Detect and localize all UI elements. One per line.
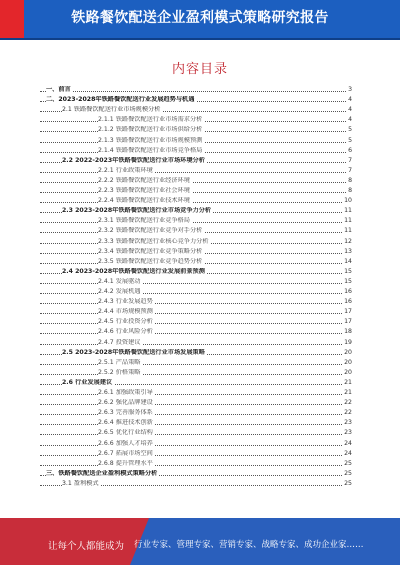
toc-entry-page: 7 bbox=[348, 166, 352, 174]
toc-leader-dots bbox=[40, 374, 352, 375]
toc-entry-page: 21 bbox=[344, 378, 352, 386]
toc-leader-dots bbox=[40, 445, 352, 446]
toc-leader-dots bbox=[40, 182, 352, 183]
header-divider bbox=[0, 38, 400, 40]
toc-entry-label: 2.2 2022-2023年铁路餐饮配送行业市场环境分析 bbox=[62, 156, 205, 164]
toc-entry-label: 2.4.7 投资建议 bbox=[98, 338, 141, 346]
toc-leader-dots bbox=[40, 91, 352, 92]
toc-entry-label: 2.6.2 强化品牌建设 bbox=[98, 399, 153, 407]
toc-entry-page: 25 bbox=[344, 459, 352, 467]
toc-entry[interactable] bbox=[40, 147, 352, 155]
toc-entry-page: 7 bbox=[348, 156, 352, 164]
toc-entry-page: 5 bbox=[348, 126, 352, 134]
toc-leader-dots bbox=[40, 313, 352, 314]
toc-entry-label: 一、前言 bbox=[46, 86, 71, 93]
toc-entry[interactable] bbox=[40, 177, 352, 185]
toc-entry-label: 2.4.3 行业发展趋势 bbox=[98, 298, 153, 306]
toc-entry-page: 24 bbox=[344, 439, 352, 447]
toc-entry-label: 2.4 2023-2028年铁路餐饮配送行业发展前景预测 bbox=[62, 267, 205, 275]
toc-entry-page: 6 bbox=[348, 146, 352, 154]
toc-leader-dots bbox=[40, 394, 352, 395]
toc-entry-label: 二、2023-2028年铁路餐饮配送行业发展趋势与机遇 bbox=[46, 96, 195, 104]
toc-entry-label: 2.3.2 铁路餐饮配送行业竞争对手分析 bbox=[98, 227, 203, 235]
toc-entry-page: 16 bbox=[344, 288, 352, 295]
toc-entry[interactable] bbox=[40, 318, 352, 326]
toc-leader-dots bbox=[40, 192, 352, 193]
toc-entry-page: 8 bbox=[348, 176, 352, 184]
toc-entry[interactable] bbox=[40, 480, 352, 488]
toc-entry-page: 4 bbox=[348, 116, 352, 124]
toc-entry[interactable] bbox=[40, 349, 352, 357]
toc-leader-dots bbox=[40, 333, 352, 334]
toc-entry[interactable] bbox=[40, 460, 352, 468]
toc-entry[interactable] bbox=[40, 187, 352, 195]
toc-entry[interactable] bbox=[40, 399, 352, 407]
toc-entry-page: 17 bbox=[344, 318, 352, 326]
toc-leader-dots bbox=[40, 424, 352, 425]
toc-entry-page: 24 bbox=[344, 449, 352, 457]
toc-entry-page: 21 bbox=[344, 389, 352, 396]
toc-entry-page: 25 bbox=[344, 469, 352, 477]
toc-entry-label: 2.2.3 铁路餐饮配送行业社会环境 bbox=[98, 187, 190, 194]
toc-entry[interactable] bbox=[40, 359, 352, 367]
toc-entry-page: 22 bbox=[344, 399, 352, 407]
toc-entry-label: 2.3.1 铁路餐饮配送行业竞争格局 bbox=[98, 217, 190, 225]
toc-entry-page: 14 bbox=[344, 257, 352, 265]
toc-entry-label: 2.6 行业发展建议 bbox=[62, 378, 113, 386]
toc-entry-page: 18 bbox=[344, 328, 352, 336]
toc-entry-label: 2.1.4 铁路餐饮配送行业市场竞争格局 bbox=[98, 146, 203, 154]
toc-leader-dots bbox=[40, 434, 352, 435]
report-title: 铁路餐饮配送企业盈利模式策略研究报告 bbox=[71, 10, 329, 26]
toc-entry-page: 4 bbox=[348, 106, 352, 114]
toc-entry-page: 17 bbox=[344, 308, 352, 316]
toc-leader-dots bbox=[40, 283, 352, 284]
toc-entry-label: 2.4.1 发展驱动 bbox=[98, 277, 141, 285]
toc-entry-label: 2.6.4 推进技术创新 bbox=[98, 419, 153, 427]
toc-entry-page: 4 bbox=[348, 96, 352, 104]
toc-entry[interactable] bbox=[40, 369, 352, 377]
toc-entry-label: 2.6.1 加强政策引导 bbox=[98, 389, 153, 396]
toc-entry[interactable] bbox=[40, 227, 352, 235]
toc-entry[interactable] bbox=[40, 217, 352, 225]
toc-entry-page: 12 bbox=[344, 237, 352, 245]
toc-entry-page: 11 bbox=[344, 227, 352, 235]
toc-entry[interactable] bbox=[40, 470, 352, 478]
toc-entry-page: 13 bbox=[344, 247, 352, 255]
table-of-contents bbox=[40, 86, 352, 496]
toc-entry-page: 25 bbox=[344, 479, 352, 487]
toc-entry-page: 23 bbox=[344, 419, 352, 427]
footer-slogan-left: 让每个人都能成为 bbox=[48, 541, 125, 552]
toc-entry-label: 2.6.3 完善服务体系 bbox=[98, 409, 153, 417]
toc-entry[interactable] bbox=[40, 389, 352, 397]
toc-entry-label: 2.2.1 行业政策环境 bbox=[98, 166, 153, 174]
toc-leader-dots bbox=[40, 404, 352, 405]
toc-leader-dots bbox=[40, 344, 352, 345]
toc-entry-label: 2.6.6 加强人才培养 bbox=[98, 439, 153, 447]
toc-leader-dots bbox=[40, 293, 352, 294]
toc-leader-dots bbox=[40, 222, 352, 223]
toc-entry-page: 22 bbox=[344, 409, 352, 417]
toc-entry[interactable] bbox=[40, 167, 352, 175]
toc-entry-label: 2.4.4 市场规模预测 bbox=[98, 308, 153, 316]
toc-entry-page: 8 bbox=[348, 187, 352, 194]
toc-entry-label: 2.3.5 铁路餐饮配送行业竞争趋势分析 bbox=[98, 257, 203, 265]
toc-entry-label: 2.4.6 行业风险分析 bbox=[98, 328, 153, 336]
toc-entry-label: 2.2.4 铁路餐饮配送行业技术环境 bbox=[98, 197, 190, 205]
toc-leader-dots bbox=[40, 364, 352, 365]
toc-entry[interactable] bbox=[40, 328, 352, 336]
toc-entry-page: 16 bbox=[344, 298, 352, 306]
toc-entry[interactable] bbox=[40, 248, 352, 256]
toc-entry-label: 2.4.5 行业投资分析 bbox=[98, 318, 153, 326]
toc-entry-page: 20 bbox=[344, 368, 352, 376]
toc-entry-label: 2.5 2023-2028年铁路餐饮配送行业市场发展策略 bbox=[62, 348, 205, 356]
toc-entry[interactable] bbox=[40, 450, 352, 458]
toc-entry[interactable] bbox=[40, 298, 352, 306]
toc-entry-label: 2.3.4 铁路餐饮配送行业竞争策略分析 bbox=[98, 247, 203, 255]
toc-entry[interactable] bbox=[40, 429, 352, 437]
toc-entry[interactable] bbox=[40, 258, 352, 266]
toc-entry[interactable] bbox=[40, 106, 352, 114]
toc-entry-page: 20 bbox=[344, 358, 352, 366]
toc-entry[interactable] bbox=[40, 157, 352, 165]
toc-entry-label: 2.1.2 铁路餐饮配送行业市场供给分析 bbox=[98, 126, 203, 134]
toc-entry-page: 10 bbox=[344, 197, 352, 205]
toc-leader-dots bbox=[40, 414, 352, 415]
toc-entry[interactable] bbox=[40, 137, 352, 145]
toc-entry[interactable] bbox=[40, 86, 352, 94]
toc-entry[interactable] bbox=[40, 278, 352, 286]
toc-entry-page: 19 bbox=[344, 338, 352, 346]
toc-entry-label: 三、铁路餐饮配送企业盈利模式策略分析 bbox=[46, 469, 158, 477]
toc-entry-label: 2.5.1 产品策略 bbox=[98, 358, 141, 366]
toc-entry[interactable] bbox=[40, 409, 352, 417]
toc-entry-label: 2.6.5 优化行业结构 bbox=[98, 429, 153, 437]
toc-leader-dots bbox=[40, 202, 352, 203]
toc-entry[interactable] bbox=[40, 379, 352, 387]
toc-entry[interactable] bbox=[40, 419, 352, 427]
toc-entry-page: 3 bbox=[348, 86, 352, 93]
toc-leader-dots bbox=[40, 455, 352, 456]
toc-entry[interactable] bbox=[40, 308, 352, 316]
toc-entry-label: 3.1 盈利模式 bbox=[62, 479, 99, 487]
toc-entry-page: 11 bbox=[344, 217, 352, 225]
toc-entry-page: 15 bbox=[344, 277, 352, 285]
toc-entry-label: 2.3 2023-2028年铁路餐饮配送行业市场竞争力分析 bbox=[62, 207, 212, 215]
toc-entry[interactable] bbox=[40, 288, 352, 296]
toc-leader-dots bbox=[40, 172, 352, 173]
toc-entry-label: 2.1.3 铁路餐饮配送行业市场规模预测 bbox=[98, 136, 203, 144]
toc-leader-dots bbox=[40, 323, 352, 324]
toc-leader-dots bbox=[40, 465, 352, 466]
toc-entry[interactable] bbox=[40, 126, 352, 134]
toc-entry-label: 2.2.2 铁路餐饮配送行业经济环境 bbox=[98, 176, 190, 184]
toc-entry-label: 2.1.1 铁路餐饮配送行业市场需求分析 bbox=[98, 116, 203, 124]
toc-entry-page: 20 bbox=[344, 348, 352, 356]
toc-entry[interactable] bbox=[40, 238, 352, 246]
footer-slogan-right: 行业专家、管理专家、营销专家、战略专家、成功企业家…… bbox=[134, 540, 364, 550]
toc-entry[interactable] bbox=[40, 96, 352, 104]
toc-leader-dots bbox=[40, 303, 352, 304]
toc-entry-label: 2.1 铁路餐饮配送行业市场规模分析 bbox=[62, 106, 161, 114]
toc-entry[interactable] bbox=[40, 207, 352, 215]
toc-entry-label: 2.6.7 拓展市场空间 bbox=[98, 449, 153, 457]
toc-entry[interactable] bbox=[40, 197, 352, 205]
toc-entry[interactable] bbox=[40, 116, 352, 124]
toc-title: 内容目录 bbox=[171, 62, 228, 77]
toc-entry-page: 11 bbox=[344, 207, 352, 215]
toc-entry-label: 2.4.2 发展机遇 bbox=[98, 288, 141, 295]
toc-entry-page: 5 bbox=[348, 136, 352, 144]
toc-entry[interactable] bbox=[40, 268, 352, 276]
toc-entry[interactable] bbox=[40, 339, 352, 347]
toc-entry-page: 15 bbox=[344, 267, 352, 275]
toc-entry-label: 2.6.8 提升管理水平 bbox=[98, 459, 153, 467]
toc-entry-page: 23 bbox=[344, 429, 352, 437]
toc-entry-label: 2.3.3 铁路餐饮配送行业核心竞争力分析 bbox=[98, 237, 209, 245]
toc-entry[interactable] bbox=[40, 440, 352, 448]
toc-entry-label: 2.5.2 价格策略 bbox=[98, 368, 141, 376]
